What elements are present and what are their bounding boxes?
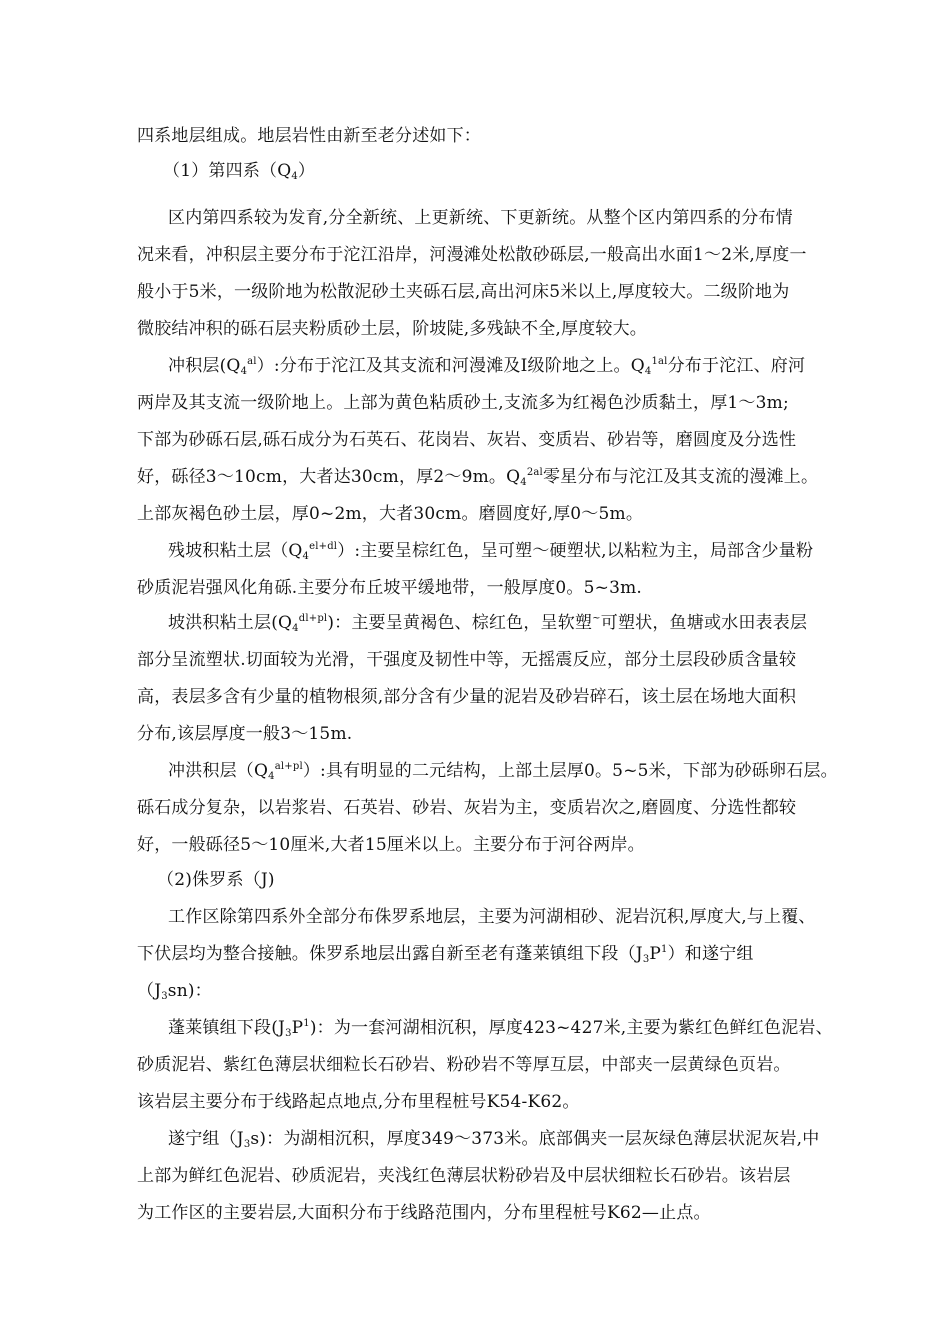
- text-line: 工作区除第四系外全部分布侏罗系地层，主要为河湖相砂、泥岩沉积,厚度大,与上覆、: [168, 907, 816, 927]
- text-line: 好，砾径3～10cm，大者达30cm，厚2～9m。$Q_4^{2al}$零星分布与沱江及其支流的漫滩上。: [137, 467, 819, 488]
- text-line: 砾石成分复杂，以岩浆岩、石英岩、砂岩、灰岩为主，变质岩次之,磨圆度、分选性都较: [137, 798, 797, 818]
- text-line: （1）第四系$(Q_4)$: [163, 161, 316, 182]
- text-line: $(J_3sn)$：: [137, 981, 212, 1002]
- text-line: 上部为鲜红色泥岩、砂质泥岩，夹浅红色薄层状粉砂岩及中层状细粒长石砂岩。该岩层: [137, 1166, 791, 1186]
- text-line: 上部灰褐色砂土层，厚0~2m，大者30cm。磨圆度好,厚0～5m。: [137, 504, 644, 524]
- text-line: 蓬莱镇组下段$(J_3P^1)$：为一套河湖相沉积，厚度423~427米,主要为紫红色鲜红色泥岩、: [168, 1018, 833, 1039]
- text-line: 分布,该层厚度一般3～15m.: [137, 724, 353, 744]
- text-line: 况来看，冲积层主要分布于沱江沿岸，河漫滩处松散砂砾层,一般高出水面1～2米,厚度一: [137, 245, 807, 265]
- text-line: 区内第四系较为发育,分全新统、上更新统、下更新统。从整个区内第四系的分布情: [168, 208, 793, 228]
- text-line: 为工作区的主要岩层,大面积分布于线路范围内，分布里程桩号K62—止点。: [137, 1203, 711, 1223]
- text-line: 下部为砂砾石层,砾石成分为石英石、花岗岩、灰岩、变质岩、砂岩等，磨圆度及分选性: [137, 430, 797, 450]
- text-line: 残坡积粘土层$(Q_4^{el+dl})$:主要呈棕红色，呈可塑～硬塑状,以粘粒为主，局部含少量粉: [168, 541, 814, 562]
- text-line: 冲积层$(Q_4^{al})$:分布于沱江及其支流和河漫滩及Ⅰ级阶地之上。$Q_4^{1al}$分布于沱江、府河: [168, 356, 806, 377]
- text-line: 两岸及其支流一级阶地上。上部为黄色粘质砂土,支流多为红褐色沙质黏土，厚1～3m;: [137, 393, 789, 413]
- text-line: 般小于5米，一级阶地为松散泥砂土夹砾石层,高出河床5米以上,厚度较大。二级阶地为: [137, 282, 790, 302]
- text-line: 四系地层组成。地层岩性由新至老分述如下：: [137, 126, 481, 146]
- text-line: 砂质泥岩强风化角砾.主要分布丘坡平缓地带，一般厚度0。5~3m.: [137, 578, 643, 598]
- text-line: 砂质泥岩、紫红色薄层状细粒长石砂岩、粉砂岩不等厚互层，中部夹一层黄绿色页岩。: [137, 1055, 791, 1075]
- text-line: 好，一般砾径5～10厘米,大者15厘米以上。主要分布于河谷两岸。: [137, 835, 645, 855]
- text-line: 坡洪积粘土层$(Q_4^{dl+pl})$：主要呈黄褐色、棕红色，呈软塑~可塑状，鱼塘或水田表表层: [168, 613, 808, 634]
- text-line: 下伏层均为整合接触。侏罗系地层出露自新至老有蓬莱镇组下段$(J_3P^1)$和遂宁组: [137, 944, 754, 965]
- text-line: 部分呈流塑状.切面较为光滑，干强度及韧性中等，无摇震反应，部分土层段砂质含量较: [137, 650, 797, 670]
- text-line: 微胶结冲积的砾石层夹粉质砂土层，阶坡陡,多残缺不全,厚度较大。: [137, 319, 648, 339]
- text-line: 高，表层多含有少量的植物根须,部分含有少量的泥岩及砂岩碎石，该土层在场地大面积: [137, 687, 797, 707]
- text-line: 冲洪积层$(Q_4^{al+pl})$:具有明显的二元结构，上部土层厚0。5~5米，下部为砂砾卵石层。: [168, 761, 838, 782]
- text-line: 该岩层主要分布于线路起点地点,分布里程桩号K54-K62。: [137, 1092, 580, 1112]
- text-line: （2)侏罗系（J): [157, 870, 275, 890]
- text-line: 遂宁组$(J_3s)$：为湖相沉积，厚度349～373米。底部偶夹一层灰绿色薄层状泥灰岩,中: [168, 1129, 820, 1150]
